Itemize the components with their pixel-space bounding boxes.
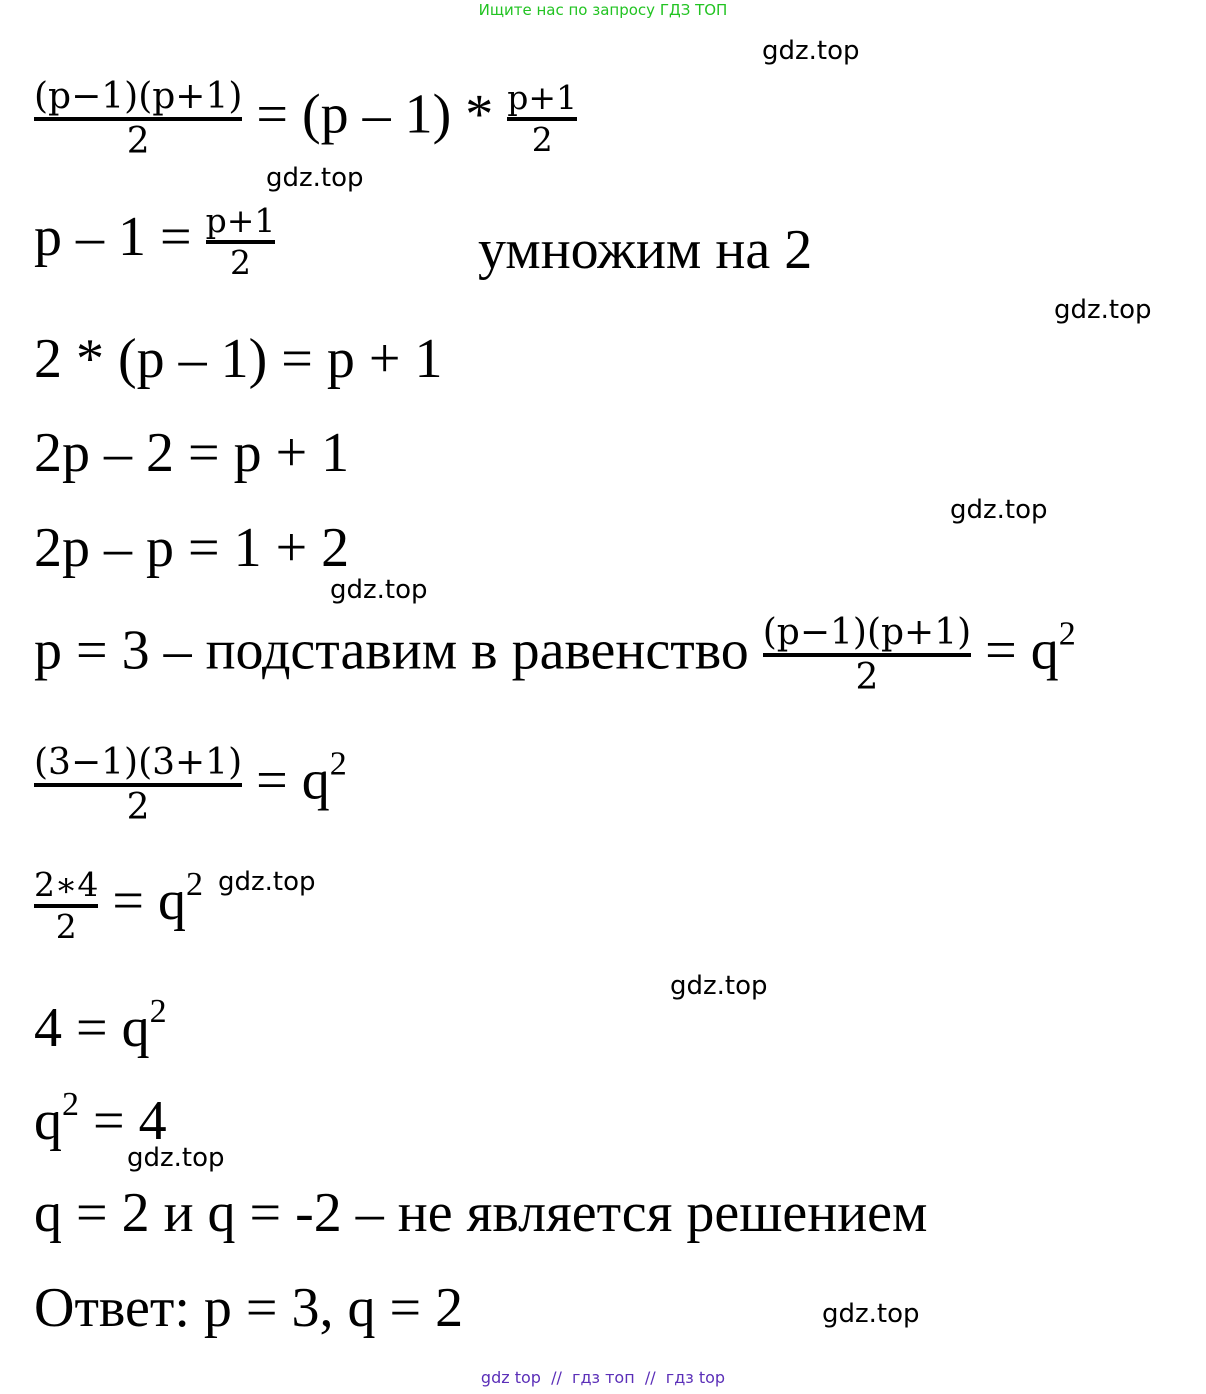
watermark: gdz.top bbox=[1054, 295, 1152, 325]
fraction bbox=[34, 742, 242, 829]
top-banner: Ищите нас по запросу ГДЗ ТОП bbox=[478, 1, 728, 19]
denominator: 2 bbox=[126, 121, 150, 163]
instruction-note: умножим на 2 bbox=[478, 219, 813, 281]
denominator: 2 bbox=[531, 120, 553, 160]
equation-line-10 bbox=[34, 1086, 167, 1152]
expression-text: 4 = q bbox=[34, 997, 150, 1059]
numerator: p+1 bbox=[205, 201, 276, 240]
numerator: 2∗4 bbox=[34, 865, 99, 904]
exponent: 2 bbox=[186, 865, 204, 903]
answer-line: Ответ: p = 3, q = 2 bbox=[34, 1277, 464, 1339]
equation-line-4: 2p – 2 = p + 1 bbox=[34, 422, 350, 484]
expression-text: = q bbox=[985, 619, 1059, 682]
equation-line-11: q = 2 и q = -2 – не является решением bbox=[34, 1182, 928, 1244]
equation-line-3: 2 * (p – 1) = p + 1 bbox=[34, 328, 443, 390]
expression-text: = q bbox=[112, 869, 187, 932]
fraction bbox=[763, 612, 971, 699]
exponent: 2 bbox=[149, 993, 167, 1030]
expression-text: = 4 bbox=[79, 1090, 167, 1152]
fraction bbox=[507, 79, 577, 159]
expression-text: q bbox=[34, 1090, 62, 1152]
equation-line-5: 2p – p = 1 + 2 bbox=[34, 517, 350, 579]
fraction bbox=[34, 866, 98, 946]
numerator: (p−1)(p+1) bbox=[762, 612, 972, 653]
denominator: 2 bbox=[55, 906, 77, 946]
watermark: gdz.top bbox=[950, 495, 1048, 525]
fraction bbox=[34, 76, 242, 163]
numerator: (p−1)(p+1) bbox=[34, 76, 243, 117]
fraction bbox=[206, 202, 276, 282]
expression-text: = (p – 1) * bbox=[256, 83, 494, 146]
denominator: 2 bbox=[126, 787, 150, 829]
equation-line-7 bbox=[34, 742, 347, 829]
exponent: 2 bbox=[1058, 615, 1076, 653]
watermark: gdz.top bbox=[670, 971, 768, 1001]
denominator: 2 bbox=[229, 242, 251, 282]
expression-text: p = 3 – подставим в равенство bbox=[34, 619, 749, 682]
equation-line-9 bbox=[34, 993, 167, 1059]
equation-line-1 bbox=[34, 76, 577, 163]
exponent: 2 bbox=[62, 1086, 79, 1123]
equation-line-8 bbox=[34, 866, 203, 946]
equation-line-6 bbox=[34, 612, 1076, 699]
equation-line-2 bbox=[34, 202, 275, 282]
watermark: gdz.top bbox=[330, 575, 428, 605]
expression-text: p – 1 = bbox=[34, 205, 192, 268]
exponent: 2 bbox=[329, 745, 347, 783]
denominator: 2 bbox=[855, 657, 879, 699]
watermark: gdz.top bbox=[762, 36, 860, 66]
footer-links: gdz top // гдз топ // гдз top bbox=[480, 1368, 726, 1387]
watermark: gdz.top bbox=[266, 163, 364, 193]
watermark: gdz.top bbox=[127, 1143, 225, 1173]
watermark: gdz.top bbox=[822, 1299, 920, 1329]
watermark: gdz.top bbox=[218, 867, 316, 897]
numerator: (3−1)(3+1) bbox=[34, 742, 243, 783]
numerator: p+1 bbox=[507, 78, 578, 118]
expression-text: = q bbox=[256, 749, 330, 812]
